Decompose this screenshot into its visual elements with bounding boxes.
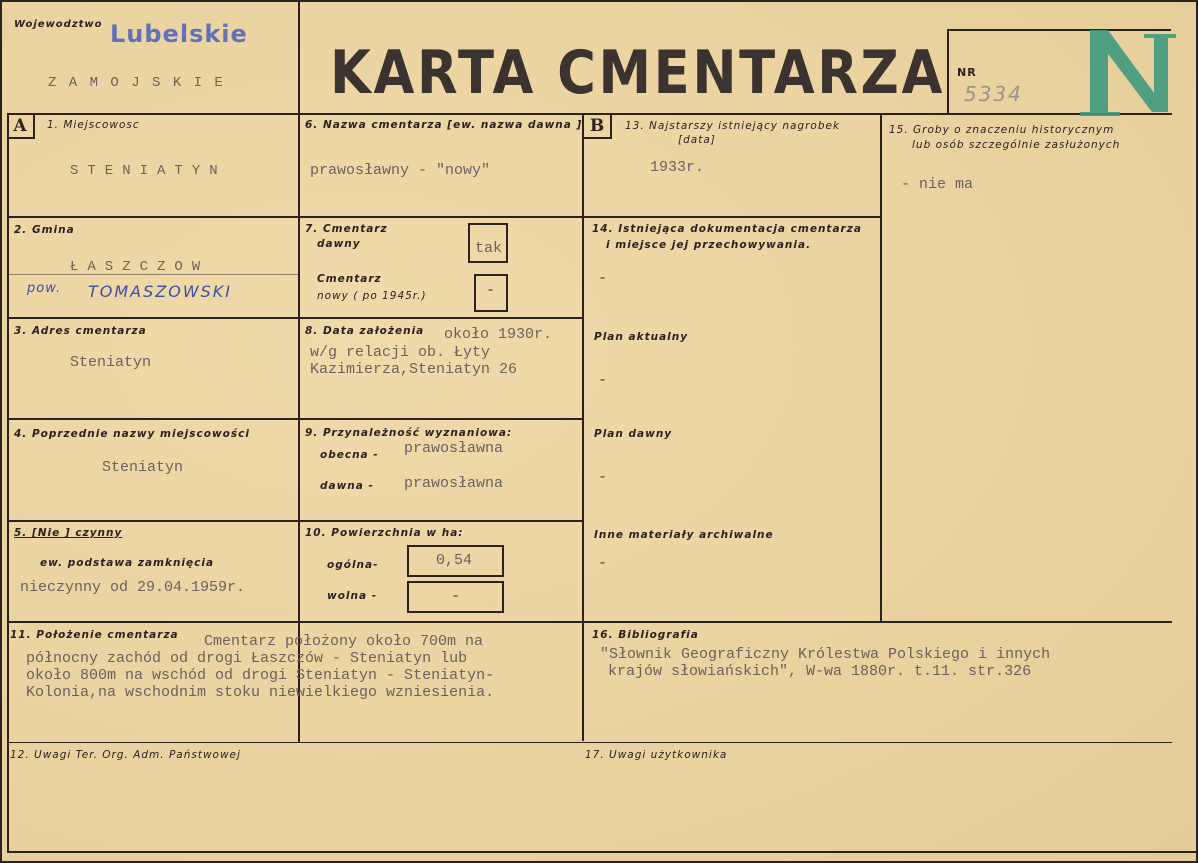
field-9-former-label: dawna -: [320, 480, 374, 492]
field-11-line-2: północny zachód od drogi Łaszczów - Steniatyn lub: [26, 650, 468, 667]
field-11-line-3: około 800m na wschód od drogi Steniatyn - Steniatyn-: [26, 667, 495, 684]
field-16-line-1: "Słownik Geograficzny Królestwa Polskiego i innych: [600, 646, 1051, 663]
wojewodztwo-typed: Z A M O J S K I E: [48, 75, 225, 91]
field-11-line-1: Cmentarz położony około 700m na: [204, 633, 484, 650]
category-n-mark-icon: [1080, 26, 1180, 122]
divider: [7, 851, 1197, 853]
field-15-label: 15. Groby o znaczeniu historycznym: [889, 124, 1115, 136]
new-cemetery-value: -: [486, 282, 496, 299]
field-6-value: prawosławny - "nowy": [310, 162, 491, 179]
field-10-total-value: 0,54: [436, 552, 473, 569]
field-6-label: 6. Nazwa cmentarza [ew. nazwa dawna ]: [305, 119, 583, 131]
field-9-current-label: obecna -: [320, 449, 379, 461]
field-10-free-value: -: [451, 588, 461, 605]
field-2-handwritten: TOMASZOWSKI: [88, 282, 233, 301]
free-area-box: [407, 581, 504, 613]
divider: [7, 621, 1172, 623]
other-materials-value: -: [598, 555, 608, 572]
field-14-value: -: [598, 270, 608, 287]
field-8-value-2: w/g relacji ob. Łyty: [310, 344, 491, 361]
old-cemetery-box: [468, 223, 508, 263]
field-13-label-2: [data]: [678, 134, 716, 146]
field-10-free-label: wolna -: [327, 590, 378, 602]
divider: [7, 520, 583, 522]
other-materials-label: Inne materiały archiwalne: [594, 529, 774, 541]
divider: [7, 216, 881, 218]
field-11-label: 11. Położenie cmentarza: [10, 629, 179, 641]
divider: [7, 113, 949, 115]
field-3-value: Steniatyn: [70, 354, 152, 371]
divider: [298, 2, 300, 742]
new-cemetery-box: [474, 274, 508, 312]
field-7-label-2: dawny: [317, 238, 361, 250]
field-10-label: 10. Powierzchnia w ha:: [305, 527, 464, 539]
field-13-label: 13. Najstarszy istniejący nagrobek: [625, 120, 841, 132]
total-area-box: [407, 545, 504, 577]
cemetery-card: [2, 2, 1196, 861]
field-15-value: - nie ma: [901, 176, 974, 193]
field-14-label: 14. Istniejąca dokumentacja cmentarza: [592, 223, 862, 235]
field-15-label-2: lub osób szczególnie zasłużonych: [912, 139, 1121, 151]
field-12-label: 12. Uwagi Ter. Org. Adm. Państwowej: [10, 749, 241, 761]
nr-value: 5334: [964, 82, 1023, 106]
section-a-marker: A: [7, 115, 35, 139]
field-14-label-2: i miejsce jej przechowywania.: [606, 239, 812, 251]
field-5-value: nieczynny od 29.04.1959r.: [20, 579, 246, 596]
page-title: KARTA CMENTARZA: [330, 38, 945, 108]
field-1-value: STENIATYN: [70, 163, 227, 179]
field-8-value-1: około 1930r.: [444, 326, 553, 343]
field-7-label: 7. Cmentarz: [305, 223, 388, 235]
divider: [7, 418, 583, 420]
plan-current-value: -: [598, 372, 608, 389]
field-9-label: 9. Przynależność wyznaniowa:: [305, 427, 513, 439]
field-16-label: 16. Bibliografia: [592, 629, 699, 641]
nr-label: NR: [957, 66, 977, 79]
field-5-label: 5. [Nie ] czynny: [14, 527, 123, 539]
divider: [7, 742, 1172, 743]
field-5-sublabel: ew. podstawa zamknięcia: [40, 557, 215, 569]
divider: [7, 317, 583, 319]
field-7-new-label: Cmentarz: [317, 273, 382, 285]
wojewodztwo-stamp: Lubelskie: [110, 20, 248, 48]
divider: [582, 113, 584, 741]
wojewodztwo-label: Wojewodztwo: [14, 19, 103, 30]
plan-old-label: Plan dawny: [594, 428, 673, 440]
field-13-value: 1933r.: [650, 159, 705, 176]
section-b-marker: B: [584, 115, 612, 139]
field-9-former-value: prawosławna: [404, 475, 504, 492]
divider: [880, 113, 882, 623]
plan-old-value: -: [598, 469, 608, 486]
field-3-label: 3. Adres cmentarza: [14, 325, 147, 337]
field-8-label: 8. Data założenia: [305, 325, 425, 337]
field-17-label: 17. Uwagi użytkownika: [585, 749, 728, 761]
field-16-line-2: krajów słowiańskich", W-wa 1880r. t.11. str.326: [608, 663, 1032, 680]
field-2-value: ŁASZCZOW: [70, 259, 210, 275]
field-7-new-label-2: nowy ( po 1945r.): [317, 290, 427, 302]
field-8-value-3: Kazimierza,Steniatyn 26: [310, 361, 518, 378]
old-cemetery-value: tak: [475, 240, 503, 257]
field-4-label: 4. Poprzednie nazwy miejscowości: [14, 428, 250, 440]
field-1-label: 1. Miejscowosc: [47, 119, 140, 131]
field-11-line-4: Kolonia,na wschodnim stoku niewielkiego wzniesienia.: [26, 684, 495, 701]
field-4-value: Steniatyn: [102, 459, 184, 476]
field-9-current-value: prawosławna: [404, 440, 504, 457]
field-2-hand-prefix: pow.: [27, 281, 62, 296]
field-10-total-label: ogólna-: [327, 559, 379, 571]
field-2-label: 2. Gmina: [14, 224, 75, 236]
plan-current-label: Plan aktualny: [594, 331, 689, 343]
